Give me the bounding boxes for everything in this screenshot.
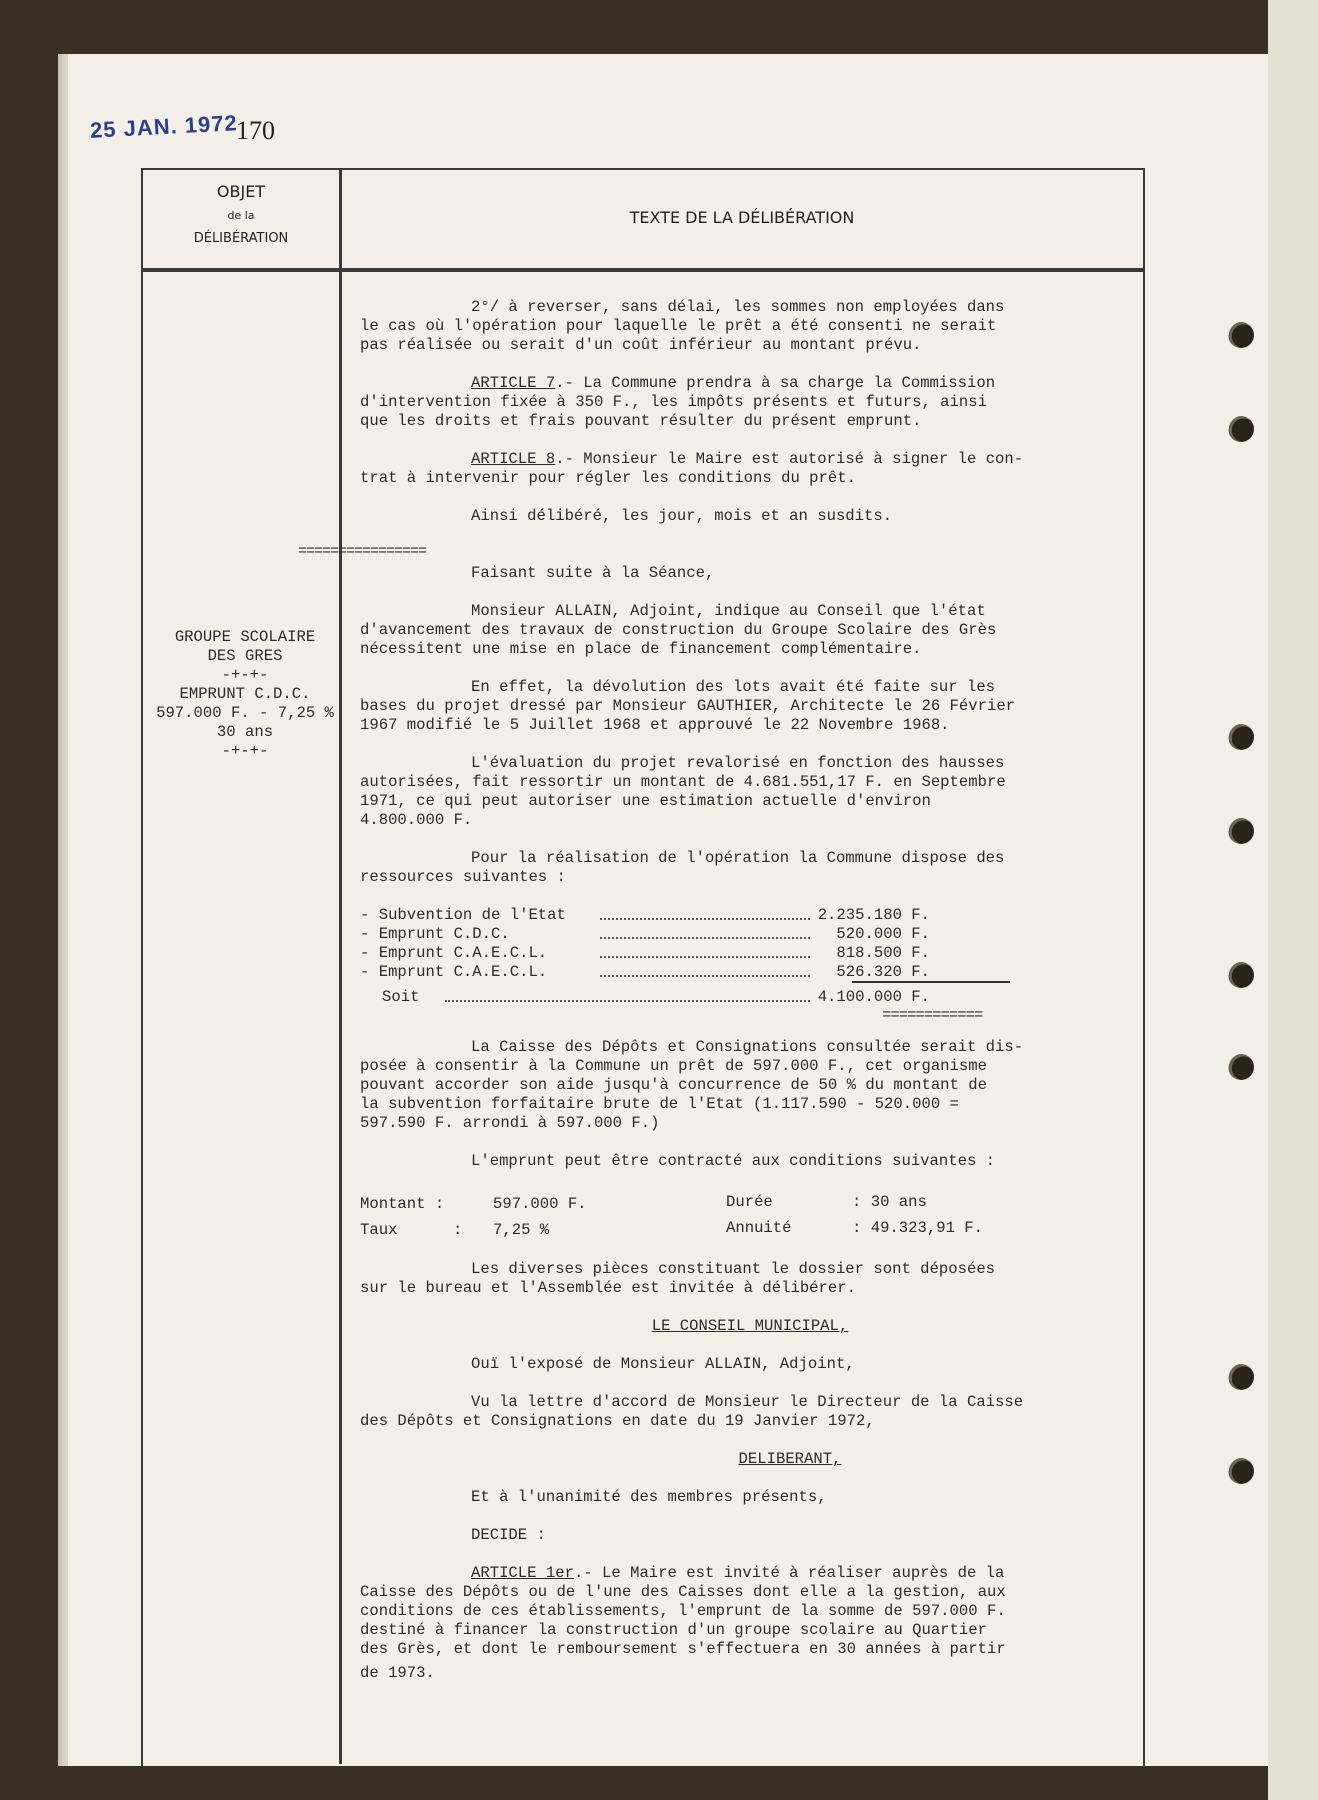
header-texte: TEXTE DE LA DÉLIBÉRATION	[629, 208, 855, 227]
paragraph-reverser: 2°/ à reverser, sans délai, les sommes non employées dans le cas où l'opération pour laquelle le prêt a été consenti ne serait pas réalisée ou serait d'un coût inférieur au montant prévu.	[360, 298, 1005, 354]
paragraph-emprunt-conditions: L'emprunt peut être contracté aux conditions suivantes :	[471, 1152, 996, 1170]
margin-line: GROUPE SCOLAIRE	[174, 628, 316, 646]
paragraph-ainsi: Ainsi délibéré, les jour, mois et an susdits.	[471, 507, 893, 525]
article-8-label: ARTICLE 8	[471, 450, 556, 468]
article-7-label: ARTICLE 7	[471, 374, 556, 392]
margin-separator: ================	[298, 543, 427, 560]
article-1-label: ARTICLE 1er	[471, 1564, 574, 1582]
header-objet	[143, 182, 339, 246]
paragraph-faisant: Faisant suite à la Séance,	[471, 564, 715, 582]
margin-line	[150, 704, 340, 723]
heading-conseil: LE CONSEIL MUNICIPAL,	[651, 1317, 849, 1335]
paragraph-unanimite: Et à l'unanimité des membres présents,	[471, 1488, 827, 1506]
margin-note	[150, 628, 340, 761]
header-objet-line2: de la	[227, 209, 255, 222]
resource-row: - Emprunt C.A.E.C.L. 818.500 F.	[360, 944, 930, 962]
binder-hole	[1228, 724, 1254, 750]
paragraph-article-1: ARTICLE 1er.- Le Maire est invité à réaliser auprès de la Caisse des Dépôts ou de l'une des Caisses dont elle a la gestion, aux conditions de ces établissements, l'emprunt de la somme de 597.000 F. destiné à financer la construction d'un groupe scolaire au Quartier des Grès, et dont le remboursement s'effectuera en 30 années à partir de 1973.	[360, 1564, 1006, 1682]
resources-table	[360, 906, 1200, 1024]
paragraph-allain: Monsieur ALLAIN, Adjoint, indique au Conseil que l'état d'avancement des travaux de construction du Groupe Scolaire des Grès nécessitent une mise en place de financement complémentaire.	[360, 602, 997, 658]
margin-line: -+-+-	[221, 742, 269, 760]
resource-row: - Emprunt C.A.E.C.L. 526.320 F.	[360, 963, 930, 981]
header-objet-line3: DÉLIBÉRATION	[193, 231, 289, 246]
header-rule	[141, 268, 1143, 272]
resource-row: - Subvention de l'Etat 2.235.180 F.	[360, 906, 930, 924]
taux-colon: :	[453, 1221, 463, 1239]
margin-line: -+-+-	[221, 666, 269, 684]
margin-line: EMPRUNT C.D.C.	[179, 685, 311, 703]
document-page	[68, 54, 1268, 1766]
paragraph-caisse: La Caisse des Dépôts et Consignations consultée serait dis- posée à consentir à la Commune un prêt de 597.000 F., cet organisme pouvant accorder son aide jusqu'à concurrence de 50 % du montant de la subvention forfaitaire brute de l'Etat (1.117.590 - 520.000 = 597.590 F. arrondi à 597.000 F.)	[360, 1038, 1024, 1132]
loan-conditions	[360, 1190, 1200, 1242]
margin-pct: %	[324, 704, 334, 722]
total-double-rule: ============	[882, 1006, 983, 1024]
total-rule	[852, 981, 1010, 983]
binder-hole	[1228, 1364, 1254, 1390]
date-stamp: 25 JAN. 1972	[89, 110, 239, 143]
margin-line: DES GRES	[207, 647, 283, 665]
paragraph-decide: DECIDE :	[471, 1526, 546, 1544]
annuite-label: Annuité	[726, 1219, 792, 1237]
paragraph-oui: Ouï l'exposé de Monsieur ALLAIN, Adjoint,	[471, 1355, 855, 1373]
binder-hole	[1228, 416, 1254, 442]
paragraph-evaluation: L'évaluation du projet revalorisé en fonction des hausses autorisées, fait ressortir un montant de 4.681.551,17 F. en Septembre 1971, ce qui peut autoriser une estimation actuelle d'environ 4.800.000 F.	[360, 754, 1006, 829]
paragraph-article-8: ARTICLE 8.- Monsieur le Maire est autorisé à signer le con- trat à intervenir pour régler les conditions du prêt.	[360, 450, 1024, 487]
binder-hole	[1228, 818, 1254, 844]
margin-amount: 597.000 F. - 7,25	[156, 704, 316, 722]
taux-value: 7,25 %	[493, 1221, 550, 1239]
duree-label: Durée	[726, 1193, 773, 1211]
margin-line: 30 ans	[216, 723, 274, 741]
montant-label: Montant :	[360, 1195, 445, 1213]
resource-row: - Emprunt C.D.C. 520.000 F.	[360, 925, 930, 943]
paragraph-vu: Vu la lettre d'accord de Monsieur le Directeur de la Caisse des Dépôts et Consignations en date du 19 Janvier 1972,	[360, 1393, 1024, 1430]
taux-label: Taux	[360, 1221, 398, 1239]
paragraph-pour: Pour la réalisation de l'opération la Commune dispose des ressources suivantes :	[360, 849, 1005, 886]
duree-value: : 30 ans	[852, 1193, 927, 1211]
heading-deliberant: DELIBERANT,	[738, 1450, 842, 1468]
paragraph-pieces: Les diverses pièces constituant le dossier sont déposées sur le bureau et l'Assemblée est invitée à délibérer.	[360, 1260, 996, 1297]
paragraph-effet: En effet, la dévolution des lots avait été faite sur les bases du projet dressé par Monsieur GAUTHIER, Architecte le 26 Février 1967 modifié le 5 Juillet 1968 et approuvé le 22 Novembre 1968.	[360, 678, 1016, 734]
paragraph-article-7: ARTICLE 7.- La Commune prendra à sa charge la Commission d'intervention fixée à 350 F., les impôts présents et futurs, ainsi que les droits et frais pouvant résulter du présent emprunt.	[360, 374, 996, 430]
folio-number: 170	[236, 116, 275, 145]
deliberation-text	[360, 298, 1200, 1687]
resource-total-row: Soit 4.100.000 F.	[382, 988, 930, 1006]
binder-hole	[1228, 962, 1254, 988]
column-divider	[339, 168, 342, 1764]
header-objet-line1: OBJET	[216, 182, 266, 201]
binder-hole	[1228, 322, 1254, 348]
annuite-value: : 49.323,91 F.	[852, 1219, 984, 1237]
next-page-edge	[1268, 0, 1318, 1800]
binder-hole	[1228, 1458, 1254, 1484]
montant-value: 597.000 F.	[493, 1195, 587, 1213]
binder-hole	[1228, 1054, 1254, 1080]
